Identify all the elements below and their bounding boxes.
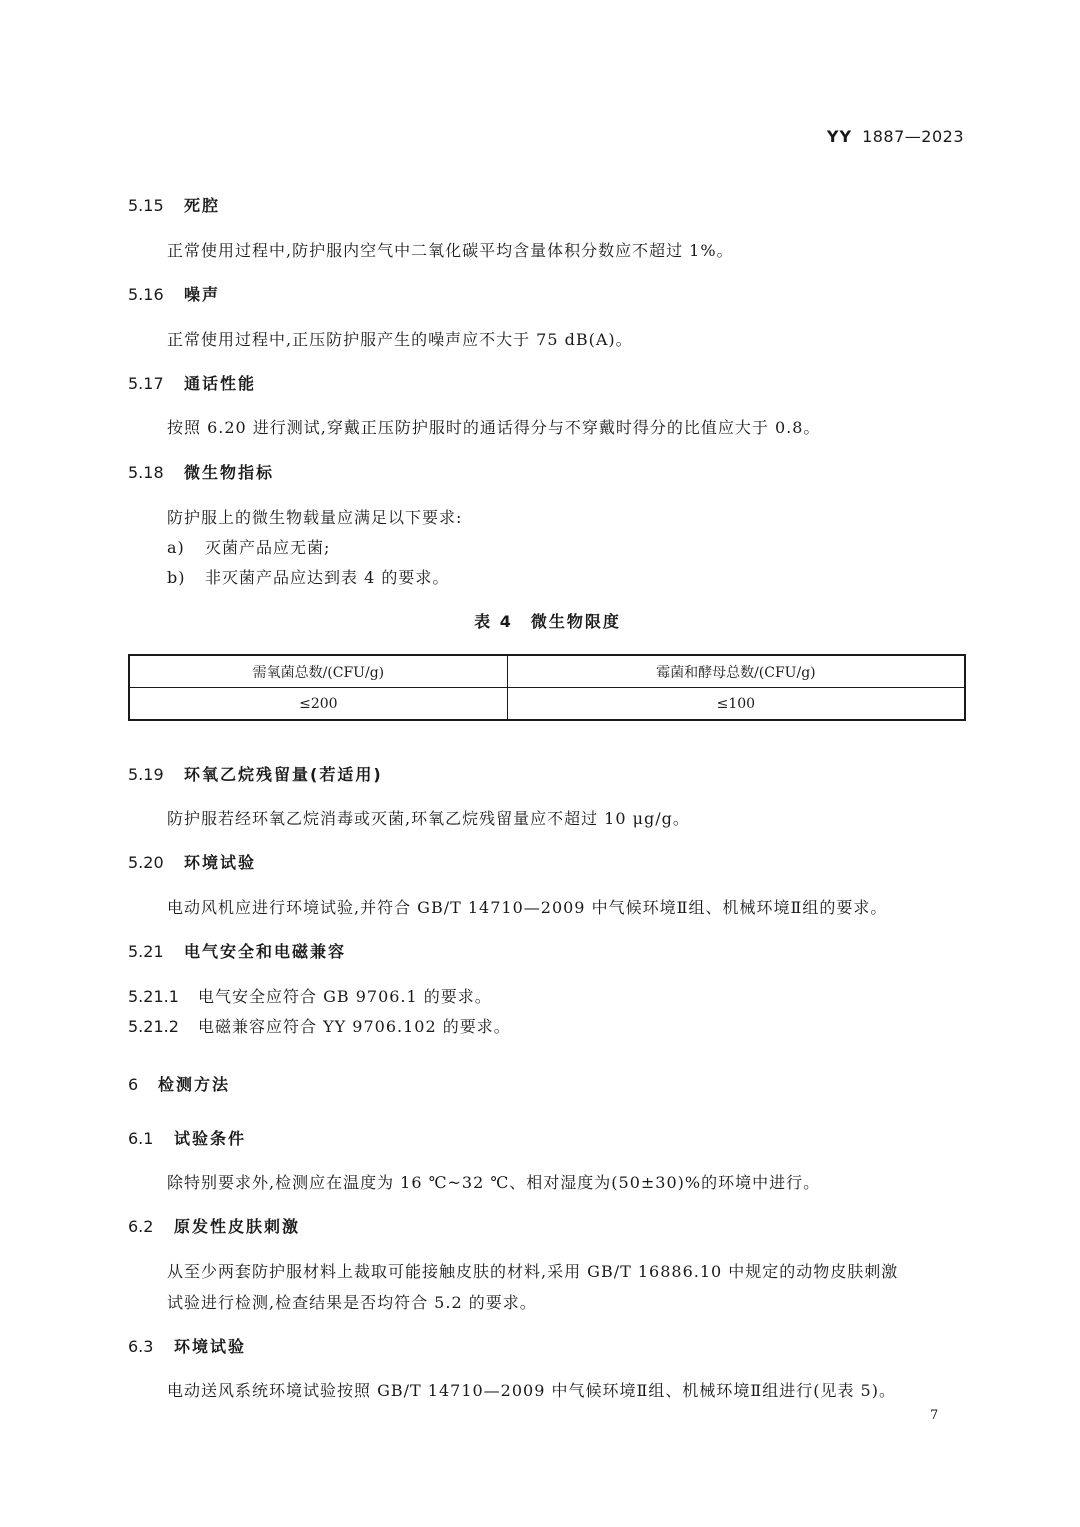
heading-6: 6 检测方法 [128,1075,231,1094]
paragraph-5-18: 防护服上的微生物载量应满足以下要求: [167,508,463,527]
paragraph-5-16: 正常使用过程中,正压防护服产生的噪声应不大于 75 dB(A)。 [167,330,633,349]
paragraph-5-20: 电动风机应进行环境试验,并符合 GB/T 14710—2009 中气候环境Ⅱ组、机械环境Ⅱ组的要求。 [167,898,888,917]
heading-6-3: 6.3 环境试验 [128,1337,247,1356]
heading-6-2: 6.2 原发性皮肤刺激 [128,1217,301,1236]
table-caption: 表 4 微生物限度 [474,612,621,631]
table-row [129,688,965,721]
subclause-5-21-1: 5.21.1 电气安全应符合 GB 9706.1 的要求。 [128,987,492,1006]
heading-6-1: 6.1 试验条件 [128,1129,247,1148]
paragraph-5-17: 按照 6.20 进行测试,穿戴正压防护服时的通话得分与不穿戴时得分的比值应大于 0.8。 [167,418,821,437]
paragraph-6-1: 除特别要求外,检测应在温度为 16 ℃~32 ℃、相对湿度为(50±30)%的环境中进行。 [167,1173,821,1192]
table-header-cell: 霉菌和酵母总数/(CFU/g) [507,655,965,688]
heading-5-18: 5.18 微生物指标 [128,463,275,482]
paragraph-6-2-line-1: 从至少两套防护服材料上裁取可能接触皮肤的材料,采用 GB/T 16886.10 中规定的动物皮肤刺激 [167,1262,899,1281]
heading-5-20: 5.20 环境试验 [128,853,257,872]
standard-code: 1887—2023 [862,127,964,146]
table-header-row [129,655,965,688]
standard-number [827,127,964,146]
microbial-limit-table [128,654,966,721]
heading-5-19: 5.19 环氧乙烷残留量(若适用) [128,765,383,784]
subclause-5-21-2: 5.21.2 电磁兼容应符合 YY 9706.102 的要求。 [128,1017,511,1036]
table-cell: ≤100 [507,688,965,721]
heading-5-17: 5.17 通话性能 [128,374,257,393]
heading-5-15: 5.15 死腔 [128,196,221,215]
page-number: 7 [930,1408,939,1423]
standard-prefix: YY [826,127,853,146]
heading-5-16: 5.16 噪声 [128,285,221,304]
table-cell: ≤200 [129,688,507,721]
list-item: b) 非灭菌产品应达到表 4 的要求。 [167,568,450,587]
list-item: a) 灭菌产品应无菌; [167,538,331,557]
paragraph-6-3: 电动送风系统环境试验按照 GB/T 14710—2009 中气候环境Ⅱ组、机械环境Ⅱ组进行(见表 5)。 [167,1381,896,1400]
heading-5-21: 5.21 电气安全和电磁兼容 [128,942,347,961]
paragraph-5-19: 防护服若经环氧乙烷消毒或灭菌,环氧乙烷残留量应不超过 10 μg/g。 [167,809,690,828]
table-header-cell: 需氧菌总数/(CFU/g) [129,655,507,688]
paragraph-5-15: 正常使用过程中,防护服内空气中二氧化碳平均含量体积分数应不超过 1%。 [167,241,734,260]
paragraph-6-2-line-2: 试验进行检测,检查结果是否均符合 5.2 的要求。 [167,1293,537,1312]
